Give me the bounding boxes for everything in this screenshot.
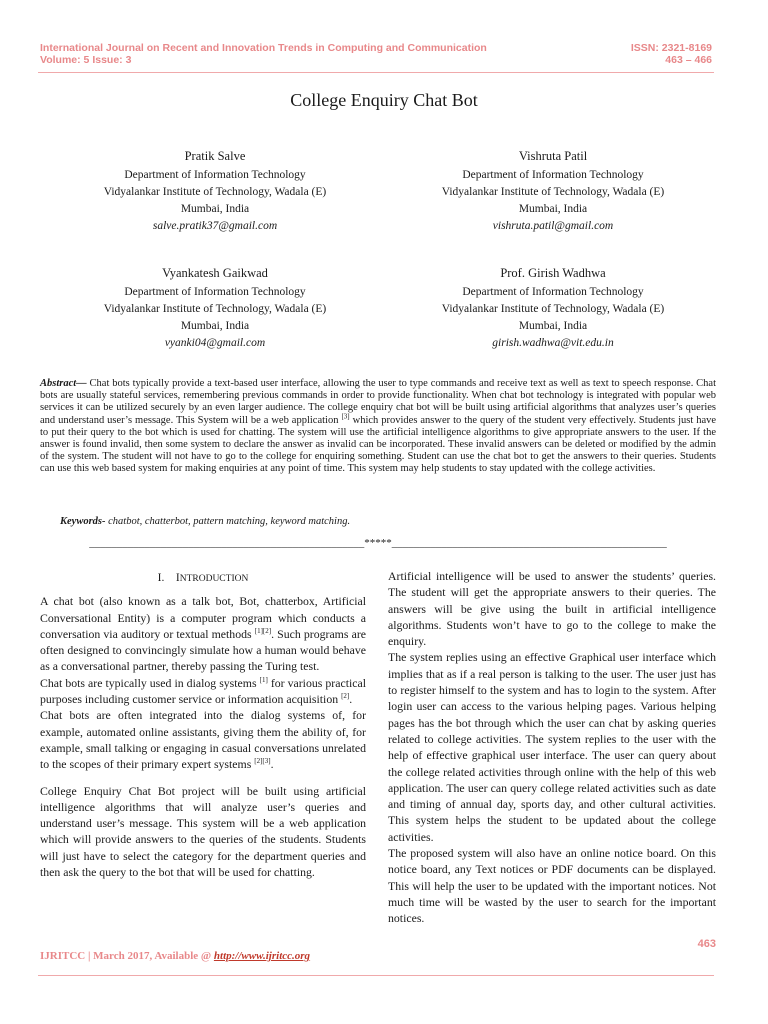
paragraph-text: . Such programs are often designed to convincingly simulate how a human would behave as a conversational partner, thereby passing the Turing test.	[40, 626, 366, 674]
paragraph-text: .	[270, 757, 274, 772]
paragraph-text: Chat bots are often integrated into the dialog systems of, for example, automated online assistants, giving them the ability of, for example, small talking or engaging in casual conversations unrelated to the scopes of their primary expert systems	[40, 708, 366, 772]
abstract	[40, 378, 716, 476]
citation: [3]	[341, 412, 350, 421]
journal-link[interactable]: http://www.ijritcc.org	[213, 950, 311, 962]
author-email[interactable]: vishruta.patil@gmail.com	[492, 220, 614, 232]
author-name: Vyankatesh Gaikwad	[162, 266, 268, 280]
citation: [1][2]	[254, 626, 272, 635]
paragraph-text: .	[349, 692, 353, 707]
paragraph-text: for various practical purposes including customer service or information acquisition	[40, 675, 366, 707]
author-name: Prof. Girish Wadhwa	[500, 266, 606, 280]
author-dept: Department of Information Technology	[124, 286, 306, 298]
left-column	[40, 570, 366, 880]
author-email[interactable]: vyanki04@gmail.com	[164, 337, 266, 349]
author-block	[50, 265, 380, 352]
paragraph	[40, 593, 366, 674]
abstract-label: Abstract—	[40, 378, 87, 389]
footer	[40, 950, 310, 962]
author-institute: Vidyalankar Institute of Technology, Wadala (E)	[103, 186, 327, 198]
author-email[interactable]: girish.wadhwa@vit.edu.in	[492, 337, 614, 349]
issn-header	[631, 42, 712, 66]
keywords	[60, 516, 350, 527]
page-range: 463 – 466	[665, 54, 712, 66]
right-column	[388, 568, 716, 927]
section-heading: I. INTRODUCTION	[157, 572, 249, 584]
paragraph	[40, 707, 366, 772]
author-institute: Vidyalankar Institute of Technology, Wadala (E)	[441, 303, 665, 315]
author-city: Mumbai, India	[180, 203, 250, 215]
author-institute: Vidyalankar Institute of Technology, Wadala (E)	[103, 303, 327, 315]
paragraph: The proposed system will also have an online notice board. On this notice board, any Text notices or PDF documents can be displayed. This will help the user to be updated with the important notices. Not much time will be wasted by the user to search for the important notices.	[388, 846, 716, 926]
author-city: Mumbai, India	[180, 320, 250, 332]
issn: ISSN: 2321-8169	[630, 42, 712, 54]
author-dept: Department of Information Technology	[462, 169, 644, 181]
journal-header	[40, 42, 487, 66]
author-block	[388, 148, 718, 235]
author-dept: Department of Information Technology	[124, 169, 306, 181]
author-name: Vishruta Patil	[518, 149, 588, 163]
page-number: 463	[697, 938, 716, 950]
citation: [2]	[341, 692, 350, 701]
abstract-text: Chat bots typically provide a text-based user interface, allowing the user to type commands and receive text as well as text to speech response. Chat bots are usually stateful services, remembering previous commands in order to provide functionality. When chat bot technology is integrated with popular web services it can be utilized securely by an even larger audience. The college enquiry chat bot will be built using artificial algorithms that analyzes user’s queries and understand user’s message. This System will be a web application	[40, 378, 716, 426]
author-block	[388, 265, 718, 352]
paragraph: The system replies using an effective Graphical user interface which implies that as if a real person is talking to the user. The user just has to register himself to the system and has to login to the system. After login user can access to the various helping pages. Various helping pages has the bot through which the user can chat by asking queries related to college activities. The system replies to the user with the help of effective graphical user interface. The user can query about the college related activities through online with the help of this web application. The user can query college related activities such as date and timing of annual day, sports day, and other cultural activities. This system helps the student to be updated about the college activities.	[388, 650, 716, 844]
citation: [2][3]	[254, 757, 271, 766]
section-separator: __________________________________________________*****__________________________________________________	[89, 537, 667, 549]
paragraph	[40, 675, 366, 708]
author-name: Pratik Salve	[184, 149, 246, 163]
author-city: Mumbai, India	[518, 320, 588, 332]
author-institute: Vidyalankar Institute of Technology, Wadala (E)	[441, 186, 665, 198]
abstract-text: which provides answer to the query of the student very effectively. Students just have to put their query to the bot which is used for chatting. The system will use the artificial intelligence algorithms to give appropriate answers to the user. If the answer is found invalid, then some system to declare the answer as invalid can be incorporated. These invalid answers can be deleted or modified by the admin of the system. The student will not have to go to the college for enquiring something. Student can use the chat bot to get the answers to their queries. Students can use this web based system for making enquiries at any point of time. This system may help students to stay updated with the college activities.	[40, 414, 717, 475]
author-dept: Department of Information Technology	[462, 286, 644, 298]
footer-rule	[38, 975, 714, 976]
header-rule	[38, 72, 714, 73]
citation: [1]	[259, 675, 268, 684]
author-city: Mumbai, India	[518, 203, 588, 215]
footer-text: IJRITCC | March 2017, Available @	[40, 950, 212, 962]
paper-title: College Enquiry Chat Bot	[290, 90, 478, 110]
keywords-label: Keywords-	[60, 516, 106, 527]
author-block	[50, 148, 380, 235]
author-email[interactable]: salve.pratik37@gmail.com	[152, 220, 278, 232]
paragraph-text: A chat bot (also known as a talk bot, Bot, chatterbox, Artificial Conversational Entity) is a computer program which conducts a conversation via auditory or textual methods	[40, 594, 366, 641]
paragraph: Artificial intelligence will be used to answer the students’ queries. The student will get the appropriate answers to their queries. The answers will be give using the built in artificial intelligence algorithms. Students won’t have to go to the college to make the enquiry.	[388, 569, 716, 649]
journal-name: International Journal on Recent and Innovation Trends in Computing and Communication	[40, 42, 487, 54]
paragraph-text: Chat bots are typically used in dialog systems	[40, 675, 257, 690]
journal-volume: Volume: 5 Issue: 3	[40, 54, 132, 66]
paragraph: College Enquiry Chat Bot project will be built using artificial intelligence algorithms that will analyze user’s queries and understand user’s message. This system will be a web application which will provide answers to the queries of the students. Students will just have to select the category for the department queries and then ask the query to the bot that will be used for chatting.	[40, 783, 366, 880]
keywords-text: chatbot, chatterbot, pattern matching, keyword matching.	[108, 516, 351, 527]
